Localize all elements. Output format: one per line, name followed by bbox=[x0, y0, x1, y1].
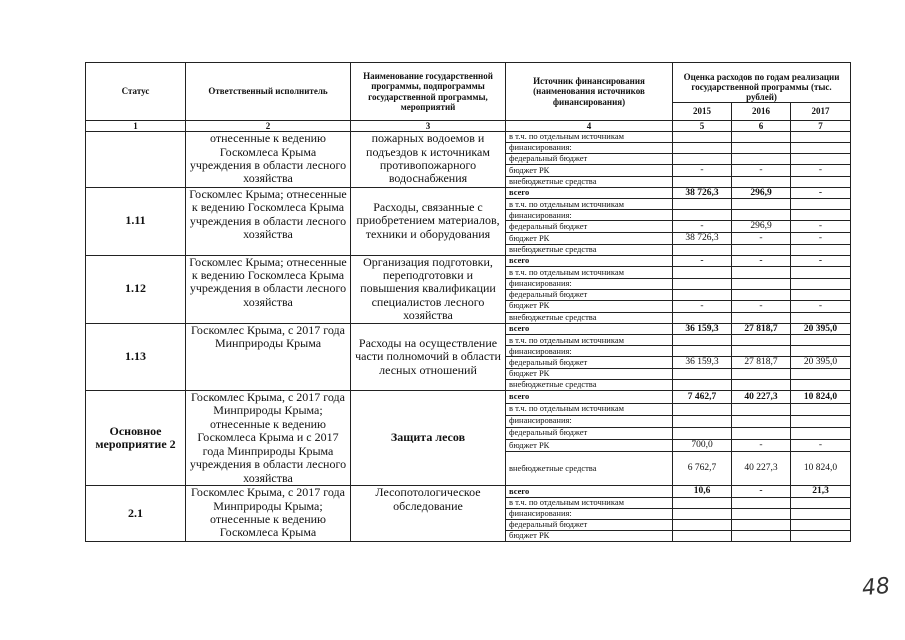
source-cell: федеральный бюджет bbox=[506, 221, 673, 233]
executor-cell: Госкомлес Крыма, с 2017 года Минприроды Крыма bbox=[186, 323, 351, 390]
measure-name-cell: Расходы, связанные с приобретением материалов, техники и оборудования bbox=[351, 187, 506, 255]
executor-cell: Госкомлес Крыма; отнесенные к ведению Госкомлеса Крыма учреждения в области лесного хозяйства bbox=[186, 255, 351, 323]
value-cell-2016: 40 227,3 bbox=[732, 452, 791, 486]
page-number: 48 bbox=[860, 573, 892, 602]
executor-cell: отнесенные к ведению Госкомлеса Крыма учреждения в области лесного хозяйства bbox=[186, 132, 351, 188]
value-cell-2017: 10 824,0 bbox=[791, 391, 851, 404]
value-cell-2016 bbox=[732, 154, 791, 165]
value-cell-2017 bbox=[791, 210, 851, 221]
value-cell-2017 bbox=[791, 508, 851, 519]
value-cell-2015 bbox=[673, 176, 732, 187]
source-cell: федеральный бюджет bbox=[506, 289, 673, 300]
source-cell: бюджет РК bbox=[506, 232, 673, 244]
source-cell: в т.ч. по отдельным источникам bbox=[506, 267, 673, 278]
source-cell: финансирования: bbox=[506, 346, 673, 357]
value-cell-2017: - bbox=[791, 165, 851, 177]
col-number: 3 bbox=[351, 121, 506, 132]
value-cell-2015 bbox=[673, 530, 732, 541]
value-cell-2017: 20 395,0 bbox=[791, 323, 851, 335]
source-cell: внебюджетные средства bbox=[506, 244, 673, 255]
value-cell-2016 bbox=[732, 312, 791, 323]
header-row bbox=[86, 63, 851, 103]
status-cell: Основное мероприятие 2 bbox=[86, 391, 186, 486]
source-cell: всего bbox=[506, 255, 673, 267]
value-cell-2015 bbox=[673, 346, 732, 357]
value-cell-2017: - bbox=[791, 300, 851, 312]
source-cell: всего bbox=[506, 187, 673, 199]
value-cell-2016 bbox=[732, 497, 791, 508]
value-cell-2017 bbox=[791, 369, 851, 380]
value-cell-2015 bbox=[673, 427, 732, 439]
value-cell-2015: 700,0 bbox=[673, 439, 732, 452]
value-cell-2017 bbox=[791, 530, 851, 541]
value-cell-2016 bbox=[732, 346, 791, 357]
source-cell: бюджет РК bbox=[506, 165, 673, 177]
value-cell-2015 bbox=[673, 335, 732, 346]
executor-cell: Госкомлес Крыма, с 2017 года Минприроды Крыма; отнесенные к ведению Госкомлеса Крыма и с 2017 года Минприроды Крыма учреждения в области лесного хозяйства bbox=[186, 391, 351, 486]
source-cell: федеральный бюджет bbox=[506, 357, 673, 369]
source-cell: бюджет РК bbox=[506, 300, 673, 312]
header-source: Источник финансирования (наименования источников финансирования) bbox=[506, 63, 673, 121]
table-row bbox=[86, 132, 851, 143]
measure-name-cell: пожарных водоемов и подъездов к источникам противопожарного водоснабжения bbox=[351, 132, 506, 188]
source-cell: финансирования: bbox=[506, 415, 673, 427]
source-cell: всего bbox=[506, 486, 673, 498]
source-cell: в т.ч. по отдельным источникам bbox=[506, 497, 673, 508]
value-cell-2015 bbox=[673, 403, 732, 415]
value-cell-2015 bbox=[673, 154, 732, 165]
source-cell: внебюджетные средства bbox=[506, 312, 673, 323]
value-cell-2015 bbox=[673, 143, 732, 154]
table-row bbox=[86, 391, 851, 404]
value-cell-2016: - bbox=[732, 300, 791, 312]
value-cell-2017 bbox=[791, 415, 851, 427]
value-cell-2017 bbox=[791, 380, 851, 391]
value-cell-2016 bbox=[732, 176, 791, 187]
measure-name-cell: Лесопотологическое обследование bbox=[351, 486, 506, 542]
measure-name-cell: Расходы на осуществление части полномочий в области лесных отношений bbox=[351, 323, 506, 390]
value-cell-2016: - bbox=[732, 486, 791, 498]
value-cell-2017 bbox=[791, 176, 851, 187]
value-cell-2015 bbox=[673, 267, 732, 278]
value-cell-2015 bbox=[673, 278, 732, 289]
value-cell-2016 bbox=[732, 427, 791, 439]
value-cell-2017: - bbox=[791, 232, 851, 244]
col-number: 6 bbox=[732, 121, 791, 132]
source-cell: внебюджетные средства bbox=[506, 176, 673, 187]
source-cell: федеральный бюджет bbox=[506, 519, 673, 530]
value-cell-2017 bbox=[791, 403, 851, 415]
value-cell-2016 bbox=[732, 403, 791, 415]
value-cell-2016: 27 818,7 bbox=[732, 357, 791, 369]
value-cell-2016: 296,9 bbox=[732, 221, 791, 233]
value-cell-2015 bbox=[673, 380, 732, 391]
value-cell-2017 bbox=[791, 132, 851, 143]
table-row bbox=[86, 187, 851, 199]
value-cell-2016: - bbox=[732, 439, 791, 452]
source-cell: в т.ч. по отдельным источникам bbox=[506, 335, 673, 346]
header-executor: Ответственный исполнитель bbox=[186, 63, 351, 121]
col-number: 7 bbox=[791, 121, 851, 132]
value-cell-2017: 10 824,0 bbox=[791, 452, 851, 486]
value-cell-2015 bbox=[673, 508, 732, 519]
value-cell-2015: 6 762,7 bbox=[673, 452, 732, 486]
value-cell-2015 bbox=[673, 244, 732, 255]
value-cell-2017 bbox=[791, 199, 851, 210]
value-cell-2016: 40 227,3 bbox=[732, 391, 791, 404]
status-cell: 2.1 bbox=[86, 486, 186, 542]
value-cell-2017 bbox=[791, 497, 851, 508]
measure-name-cell: Защита лесов bbox=[351, 391, 506, 486]
value-cell-2017 bbox=[791, 312, 851, 323]
source-cell: финансирования: bbox=[506, 278, 673, 289]
status-cell bbox=[86, 132, 186, 188]
value-cell-2015: 10,6 bbox=[673, 486, 732, 498]
table-row bbox=[86, 486, 851, 498]
source-cell: всего bbox=[506, 323, 673, 335]
value-cell-2017 bbox=[791, 427, 851, 439]
value-cell-2015 bbox=[673, 519, 732, 530]
value-cell-2016 bbox=[732, 210, 791, 221]
value-cell-2016: - bbox=[732, 255, 791, 267]
table-row bbox=[86, 255, 851, 267]
col-number: 1 bbox=[86, 121, 186, 132]
value-cell-2016: 27 818,7 bbox=[732, 323, 791, 335]
header-year-2017: 2017 bbox=[791, 103, 851, 121]
budget-table bbox=[85, 62, 851, 542]
value-cell-2017 bbox=[791, 244, 851, 255]
value-cell-2015 bbox=[673, 132, 732, 143]
value-cell-2015 bbox=[673, 312, 732, 323]
header-year-2016: 2016 bbox=[732, 103, 791, 121]
measure-name-cell: Организация подготовки, переподготовки и повышения квалификации специалистов лесного хозяйства bbox=[351, 255, 506, 323]
value-cell-2015: - bbox=[673, 255, 732, 267]
status-cell: 1.11 bbox=[86, 187, 186, 255]
value-cell-2016: - bbox=[732, 232, 791, 244]
value-cell-2017: 21,3 bbox=[791, 486, 851, 498]
value-cell-2016 bbox=[732, 519, 791, 530]
value-cell-2017: - bbox=[791, 255, 851, 267]
value-cell-2015: 38 726,3 bbox=[673, 187, 732, 199]
source-cell: всего bbox=[506, 391, 673, 404]
value-cell-2017 bbox=[791, 143, 851, 154]
source-cell: в т.ч. по отдельным источникам bbox=[506, 199, 673, 210]
value-cell-2015 bbox=[673, 199, 732, 210]
source-cell: финансирования: bbox=[506, 508, 673, 519]
value-cell-2016 bbox=[732, 369, 791, 380]
value-cell-2016 bbox=[732, 530, 791, 541]
source-cell: внебюджетные средства bbox=[506, 380, 673, 391]
value-cell-2016 bbox=[732, 278, 791, 289]
value-cell-2017 bbox=[791, 346, 851, 357]
column-numbers-row bbox=[86, 121, 851, 132]
value-cell-2017: - bbox=[791, 187, 851, 199]
source-cell: в т.ч. по отдельным источникам bbox=[506, 403, 673, 415]
header-status: Статус bbox=[86, 63, 186, 121]
source-cell: финансирования: bbox=[506, 210, 673, 221]
value-cell-2017: - bbox=[791, 439, 851, 452]
value-cell-2016 bbox=[732, 335, 791, 346]
value-cell-2015: - bbox=[673, 165, 732, 177]
value-cell-2016 bbox=[732, 508, 791, 519]
value-cell-2016 bbox=[732, 199, 791, 210]
source-cell: бюджет РК bbox=[506, 439, 673, 452]
status-cell: 1.13 bbox=[86, 323, 186, 390]
value-cell-2016: - bbox=[732, 165, 791, 177]
executor-cell: Госкомлес Крыма; отнесенные к ведению Госкомлеса Крыма учреждения в области лесного хозяйства bbox=[186, 187, 351, 255]
source-cell: бюджет РК bbox=[506, 530, 673, 541]
source-cell: финансирования: bbox=[506, 143, 673, 154]
value-cell-2015 bbox=[673, 369, 732, 380]
value-cell-2017 bbox=[791, 267, 851, 278]
source-cell: в т.ч. по отдельным источникам bbox=[506, 132, 673, 143]
value-cell-2016 bbox=[732, 143, 791, 154]
value-cell-2016 bbox=[732, 132, 791, 143]
col-number: 2 bbox=[186, 121, 351, 132]
value-cell-2015 bbox=[673, 210, 732, 221]
source-cell: внебюджетные средства bbox=[506, 452, 673, 486]
value-cell-2016 bbox=[732, 415, 791, 427]
header-estimate: Оценка расходов по годам реализации государственной программы (тыс. рублей) bbox=[673, 63, 851, 103]
value-cell-2016 bbox=[732, 380, 791, 391]
value-cell-2015: 38 726,3 bbox=[673, 232, 732, 244]
value-cell-2017 bbox=[791, 335, 851, 346]
value-cell-2015: 36 159,3 bbox=[673, 357, 732, 369]
value-cell-2015: 7 462,7 bbox=[673, 391, 732, 404]
value-cell-2017 bbox=[791, 519, 851, 530]
value-cell-2015: - bbox=[673, 221, 732, 233]
value-cell-2016 bbox=[732, 267, 791, 278]
header-year-2015: 2015 bbox=[673, 103, 732, 121]
col-number: 5 bbox=[673, 121, 732, 132]
value-cell-2015: - bbox=[673, 300, 732, 312]
value-cell-2015: 36 159,3 bbox=[673, 323, 732, 335]
value-cell-2015 bbox=[673, 289, 732, 300]
value-cell-2016 bbox=[732, 244, 791, 255]
value-cell-2017 bbox=[791, 289, 851, 300]
col-number: 4 bbox=[506, 121, 673, 132]
value-cell-2017: 20 395,0 bbox=[791, 357, 851, 369]
value-cell-2015 bbox=[673, 497, 732, 508]
status-cell: 1.12 bbox=[86, 255, 186, 323]
header-name: Наименование государственной программы, подпрограммы государственной программы, мероприятий bbox=[351, 63, 506, 121]
table-row bbox=[86, 323, 851, 335]
value-cell-2016: 296,9 bbox=[732, 187, 791, 199]
source-cell: федеральный бюджет bbox=[506, 427, 673, 439]
source-cell: бюджет РК bbox=[506, 369, 673, 380]
value-cell-2017 bbox=[791, 154, 851, 165]
value-cell-2017 bbox=[791, 278, 851, 289]
value-cell-2015 bbox=[673, 415, 732, 427]
source-cell: федеральный бюджет bbox=[506, 154, 673, 165]
executor-cell: Госкомлес Крыма, с 2017 года Минприроды Крыма; отнесенные к ведению Госкомлеса Крыма bbox=[186, 486, 351, 542]
value-cell-2016 bbox=[732, 289, 791, 300]
value-cell-2017: - bbox=[791, 221, 851, 233]
